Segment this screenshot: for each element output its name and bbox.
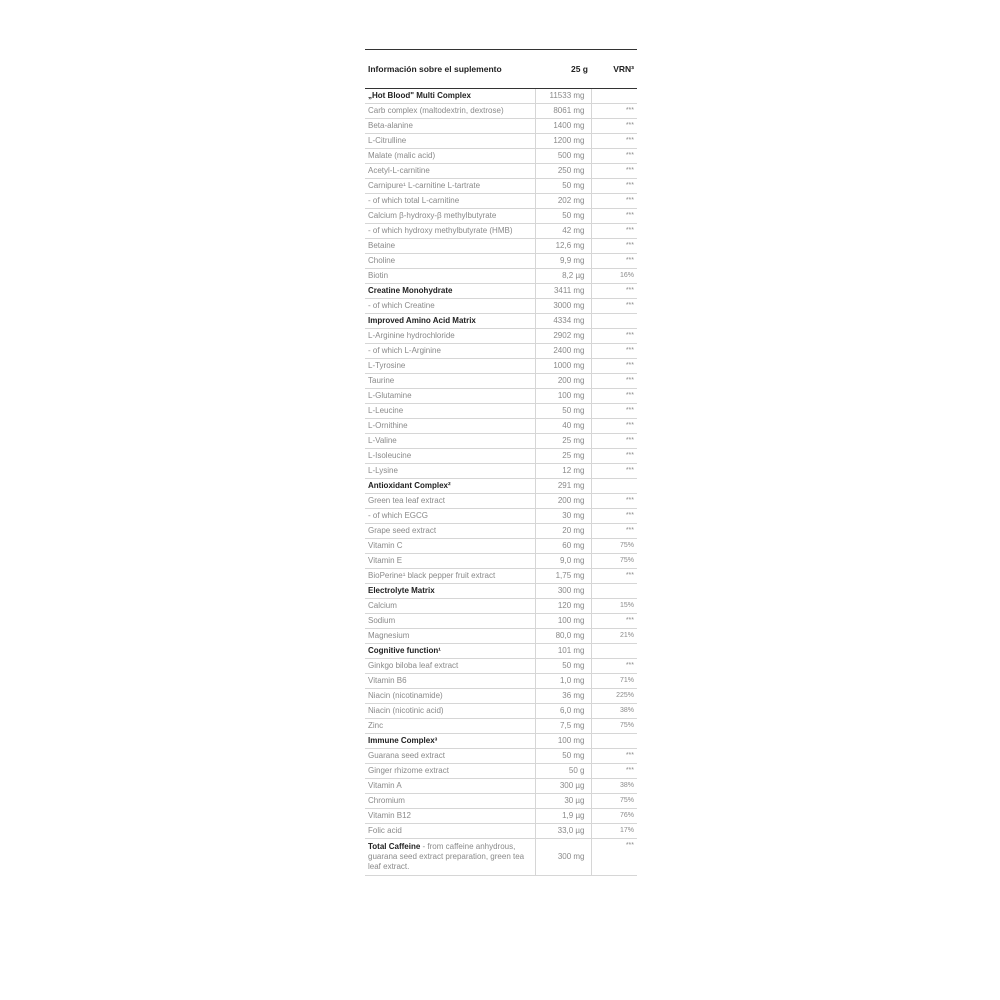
row-name: Beta-alanine — [365, 119, 535, 134]
row-name: Improved Amino Acid Matrix — [365, 314, 535, 329]
row-amount: 101 mg — [535, 644, 591, 659]
row-amount: 200 mg — [535, 494, 591, 509]
row-name: Electrolyte Matrix — [365, 584, 535, 599]
table-row — [365, 719, 637, 734]
row-vrn: 71% — [591, 674, 637, 689]
row-name: Zinc — [365, 719, 535, 734]
row-vrn: *** — [591, 254, 637, 269]
row-name: Choline — [365, 254, 535, 269]
row-vrn: *** — [591, 134, 637, 149]
table-row — [365, 629, 637, 644]
supplement-facts-panel — [365, 49, 637, 876]
table-row — [365, 209, 637, 224]
row-amount: 291 mg — [535, 479, 591, 494]
row-name: Antioxidant Complex² — [365, 479, 535, 494]
table-row — [365, 149, 637, 164]
row-name: Taurine — [365, 374, 535, 389]
row-name: Niacin (nicotinamide) — [365, 689, 535, 704]
row-name: L-Valine — [365, 434, 535, 449]
row-amount: 80,0 mg — [535, 629, 591, 644]
table-row — [365, 269, 637, 284]
row-amount: 100 mg — [535, 734, 591, 749]
row-amount: 50 mg — [535, 404, 591, 419]
table-row — [365, 509, 637, 524]
table-row — [365, 734, 637, 749]
row-amount: 3000 mg — [535, 299, 591, 314]
row-amount: 30 mg — [535, 509, 591, 524]
row-vrn: 16% — [591, 269, 637, 284]
table-row — [365, 704, 637, 719]
row-vrn: 75% — [591, 719, 637, 734]
row-vrn — [591, 479, 637, 494]
table-row — [365, 599, 637, 614]
row-amount: 25 mg — [535, 449, 591, 464]
table-row — [365, 809, 637, 824]
row-name: Carnipure¹ L-carnitine L-tartrate — [365, 179, 535, 194]
row-amount: 8,2 µg — [535, 269, 591, 284]
row-vrn: *** — [591, 659, 637, 674]
row-name: BioPerine¹ black pepper fruit extract — [365, 569, 535, 584]
table-header-row — [365, 50, 637, 89]
row-amount: 1400 mg — [535, 119, 591, 134]
row-name: L-Arginine hydrochloride — [365, 329, 535, 344]
row-amount: 4334 mg — [535, 314, 591, 329]
row-vrn: *** — [591, 344, 637, 359]
row-amount: 36 mg — [535, 689, 591, 704]
row-amount: 2902 mg — [535, 329, 591, 344]
row-vrn: *** — [591, 509, 637, 524]
row-name: L-Glutamine — [365, 389, 535, 404]
row-amount: 50 mg — [535, 179, 591, 194]
row-amount: 7,5 mg — [535, 719, 591, 734]
supplement-facts-table — [365, 49, 637, 876]
row-vrn: *** — [591, 179, 637, 194]
row-vrn: *** — [591, 374, 637, 389]
table-row — [365, 464, 637, 479]
row-name: Betaine — [365, 239, 535, 254]
row-amount: 50 mg — [535, 209, 591, 224]
row-amount: 100 mg — [535, 614, 591, 629]
row-vrn: *** — [591, 239, 637, 254]
row-amount: 11533 mg — [535, 89, 591, 104]
caffeine-vrn: *** — [591, 839, 637, 876]
row-name: Guarana seed extract — [365, 749, 535, 764]
row-amount: 33,0 µg — [535, 824, 591, 839]
row-name: - of which L-Arginine — [365, 344, 535, 359]
row-amount: 12 mg — [535, 464, 591, 479]
table-row — [365, 764, 637, 779]
caffeine-amount: 300 mg — [535, 839, 591, 876]
table-row — [365, 359, 637, 374]
row-vrn: 38% — [591, 704, 637, 719]
table-row — [365, 314, 637, 329]
table-row — [365, 284, 637, 299]
row-name: Immune Complex³ — [365, 734, 535, 749]
table-row-caffeine — [365, 839, 637, 876]
table-row — [365, 164, 637, 179]
row-vrn — [591, 314, 637, 329]
row-name: Grape seed extract — [365, 524, 535, 539]
table-row — [365, 584, 637, 599]
row-amount: 12,6 mg — [535, 239, 591, 254]
table-row — [365, 134, 637, 149]
row-vrn: *** — [591, 569, 637, 584]
header-name: Información sobre el suplemento — [365, 50, 535, 89]
row-name: Ginkgo biloba leaf extract — [365, 659, 535, 674]
row-name: Cognitive function¹ — [365, 644, 535, 659]
table-row — [365, 779, 637, 794]
row-vrn: *** — [591, 389, 637, 404]
row-amount: 300 µg — [535, 779, 591, 794]
table-row — [365, 794, 637, 809]
row-name: „Hot Blood" Multi Complex — [365, 89, 535, 104]
table-row — [365, 104, 637, 119]
row-vrn: *** — [591, 119, 637, 134]
row-name: Carb complex (maltodextrin, dextrose) — [365, 104, 535, 119]
row-name: L-Lysine — [365, 464, 535, 479]
row-name: Sodium — [365, 614, 535, 629]
row-amount: 25 mg — [535, 434, 591, 449]
row-vrn: *** — [591, 524, 637, 539]
row-amount: 30 µg — [535, 794, 591, 809]
row-name: Malate (malic acid) — [365, 149, 535, 164]
table-row — [365, 749, 637, 764]
row-vrn — [591, 584, 637, 599]
row-vrn: *** — [591, 419, 637, 434]
table-row — [365, 614, 637, 629]
row-vrn: 76% — [591, 809, 637, 824]
table-row — [365, 689, 637, 704]
row-vrn — [591, 644, 637, 659]
caffeine-section — [365, 839, 637, 876]
row-vrn: *** — [591, 449, 637, 464]
row-name: - of which Creatine — [365, 299, 535, 314]
table-body — [365, 89, 637, 839]
row-amount: 20 mg — [535, 524, 591, 539]
row-vrn: *** — [591, 434, 637, 449]
row-name: Creatine Monohydrate — [365, 284, 535, 299]
row-vrn: 38% — [591, 779, 637, 794]
header-vrn: VRN³ — [591, 50, 637, 89]
table-row — [365, 479, 637, 494]
row-amount: 202 mg — [535, 194, 591, 209]
table-row — [365, 89, 637, 104]
row-amount: 9,9 mg — [535, 254, 591, 269]
row-vrn: *** — [591, 299, 637, 314]
row-vrn: *** — [591, 464, 637, 479]
table-row — [365, 434, 637, 449]
table-row — [365, 659, 637, 674]
row-amount: 9,0 mg — [535, 554, 591, 569]
table-row — [365, 389, 637, 404]
caffeine-description: - from caffeine anhydrous, guarana seed extract preparation, green tea leaf extract. — [368, 842, 525, 871]
row-vrn — [591, 89, 637, 104]
row-name: Calcium — [365, 599, 535, 614]
row-amount: 8061 mg — [535, 104, 591, 119]
row-name: Biotin — [365, 269, 535, 284]
row-vrn: *** — [591, 149, 637, 164]
row-name: Vitamin B6 — [365, 674, 535, 689]
row-name: Chromium — [365, 794, 535, 809]
row-amount: 60 mg — [535, 539, 591, 554]
table-row — [365, 239, 637, 254]
row-amount: 1,9 µg — [535, 809, 591, 824]
table-row — [365, 569, 637, 584]
row-name: - of which EGCG — [365, 509, 535, 524]
row-amount: 300 mg — [535, 584, 591, 599]
row-amount: 1,0 mg — [535, 674, 591, 689]
row-name: Vitamin C — [365, 539, 535, 554]
table-row — [365, 494, 637, 509]
row-vrn: 15% — [591, 599, 637, 614]
table-row — [365, 179, 637, 194]
row-vrn: *** — [591, 494, 637, 509]
table-row — [365, 194, 637, 209]
row-amount: 3411 mg — [535, 284, 591, 299]
row-name: Vitamin A — [365, 779, 535, 794]
table-row — [365, 254, 637, 269]
row-name: Acetyl-L-carnitine — [365, 164, 535, 179]
caffeine-cell — [365, 839, 535, 876]
row-amount: 500 mg — [535, 149, 591, 164]
row-vrn: 17% — [591, 824, 637, 839]
row-vrn: *** — [591, 209, 637, 224]
row-vrn: *** — [591, 764, 637, 779]
table-row — [365, 344, 637, 359]
row-name: L-Citrulline — [365, 134, 535, 149]
row-vrn: *** — [591, 359, 637, 374]
row-name: Ginger rhizome extract — [365, 764, 535, 779]
row-name: Folic acid — [365, 824, 535, 839]
row-amount: 50 g — [535, 764, 591, 779]
header-amount: 25 g — [535, 50, 591, 89]
row-name: Vitamin B12 — [365, 809, 535, 824]
row-vrn: *** — [591, 614, 637, 629]
row-vrn: *** — [591, 749, 637, 764]
row-vrn: 21% — [591, 629, 637, 644]
row-amount: 1,75 mg — [535, 569, 591, 584]
row-amount: 42 mg — [535, 224, 591, 239]
row-vrn: 75% — [591, 554, 637, 569]
row-name: Niacin (nicotinic acid) — [365, 704, 535, 719]
row-amount: 50 mg — [535, 749, 591, 764]
table-row — [365, 119, 637, 134]
row-name: Green tea leaf extract — [365, 494, 535, 509]
row-vrn: 225% — [591, 689, 637, 704]
table-row — [365, 674, 637, 689]
row-amount: 6,0 mg — [535, 704, 591, 719]
table-row — [365, 554, 637, 569]
table-row — [365, 419, 637, 434]
row-amount: 200 mg — [535, 374, 591, 389]
row-vrn: *** — [591, 104, 637, 119]
row-vrn: *** — [591, 284, 637, 299]
table-row — [365, 329, 637, 344]
row-amount: 2400 mg — [535, 344, 591, 359]
row-amount: 40 mg — [535, 419, 591, 434]
row-amount: 250 mg — [535, 164, 591, 179]
table-row — [365, 539, 637, 554]
table-row — [365, 644, 637, 659]
row-name: L-Isoleucine — [365, 449, 535, 464]
row-amount: 50 mg — [535, 659, 591, 674]
row-name: Calcium β-hydroxy-β methylbutyrate — [365, 209, 535, 224]
table-row — [365, 374, 637, 389]
row-vrn: *** — [591, 194, 637, 209]
row-name: Vitamin E — [365, 554, 535, 569]
row-amount: 120 mg — [535, 599, 591, 614]
row-name: L-Tyrosine — [365, 359, 535, 374]
row-name: L-Leucine — [365, 404, 535, 419]
table-row — [365, 824, 637, 839]
row-amount: 1200 mg — [535, 134, 591, 149]
row-vrn: 75% — [591, 539, 637, 554]
table-row — [365, 299, 637, 314]
row-name: L-Ornithine — [365, 419, 535, 434]
table-row — [365, 449, 637, 464]
row-amount: 100 mg — [535, 389, 591, 404]
row-vrn: *** — [591, 164, 637, 179]
row-amount: 1000 mg — [535, 359, 591, 374]
caffeine-label: Total Caffeine — [368, 842, 421, 851]
row-name: - of which hydroxy methylbutyrate (HMB) — [365, 224, 535, 239]
row-vrn: *** — [591, 404, 637, 419]
row-vrn — [591, 734, 637, 749]
table-row — [365, 404, 637, 419]
table-row — [365, 524, 637, 539]
row-name: Magnesium — [365, 629, 535, 644]
table-row — [365, 224, 637, 239]
row-vrn: *** — [591, 224, 637, 239]
row-vrn: *** — [591, 329, 637, 344]
row-name: - of which total L-carnitine — [365, 194, 535, 209]
row-vrn: 75% — [591, 794, 637, 809]
